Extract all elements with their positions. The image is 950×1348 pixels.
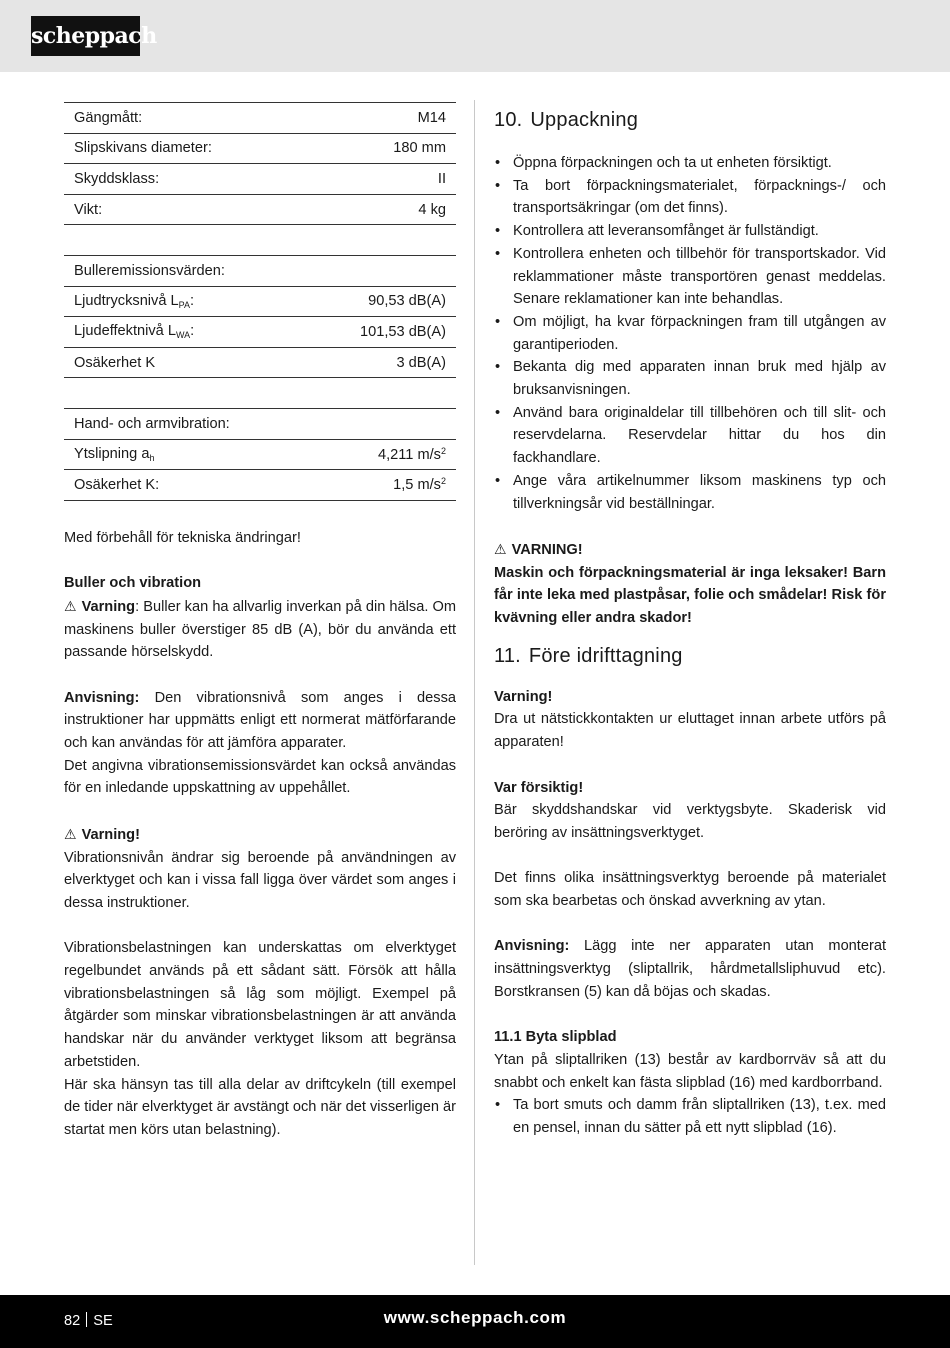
spec-value: 180 mm [299, 133, 456, 164]
spec-value: M14 [299, 103, 456, 134]
table-row [64, 164, 456, 195]
tools-text: Det finns olika insättningsverktyg beroende på materialet som ska bearbetas och önskad avverkning av ytan. [494, 870, 886, 910]
spec-value: 4 kg [299, 194, 456, 225]
packaging-warning-text: Maskin och förpackningsmaterial är inga leksaker! Barn får inte leka med plastpåsar, folie och smådelar! Risk för kvävning eller andra skador! [494, 564, 886, 627]
table-row-empty [64, 225, 456, 256]
spec-label: Vikt: [64, 194, 299, 225]
spec-label: Ljudeffektnivå $L_{WA}$: [64, 317, 299, 348]
warning-title: Varning! [494, 688, 553, 705]
list-item: • Bekanta dig med apparaten innan bruk med hjälp av bruksanvisningen. [494, 356, 886, 401]
noise-warning-paragraph: ⚠ Varning: Buller kan ha allvarlig inverkan på din hälsa. Om maskinens buller överstiger 85 dB (A), bör du använda ett passande hörselskydd. [64, 595, 456, 664]
spec-value: 101,53 dB(A) [299, 317, 456, 348]
page-header [0, 0, 950, 72]
warning-text: Dra ut nätstickkontakten ur eluttaget innan arbete utförs på apparaten! [494, 711, 886, 751]
table-row [64, 133, 456, 164]
list-item: • Öppna förpackningen och ta ut enheten försiktigt. [494, 152, 886, 175]
spec-label: Osäkerhet K [64, 347, 299, 378]
list-item: • Använd bara originaldelar till tillbehören och till slit- och reservdelarna. Reservdelar hittar du hos din fackhandlare. [494, 402, 886, 470]
warning-icon: ⚠ [64, 825, 77, 842]
vibration-load-text-2: Här ska hänsyn tas till alla delar av driftcykeln (till exempel de tider när elverktyget är avstängt och när det visserligen är startat men körs utan belastning). [64, 1076, 456, 1138]
spec-label: Gängmått: [64, 103, 299, 134]
caution-title: Var försiktig! [494, 779, 584, 796]
vibration-warning-title: ⚠ Varning! [64, 823, 456, 847]
section-11-1-text: Ytan på sliptallriken (13) består av kardborrväv så att du snabbt och enkelt kan fästa slipblad (16) med kardborrband. [494, 1051, 886, 1091]
spec-label: Slipskivans diameter: [64, 133, 299, 164]
table-row [64, 194, 456, 225]
vibration-warning-text: Vibrationsnivån ändrar sig beroende på användningen av elverktyget och kan i vissa fall ligga över värdet som anges i dessa instruktioner. [64, 849, 456, 911]
section-10-heading: 10. Uppackning [494, 109, 639, 131]
spec-value: 90,53 dB(A) [299, 286, 456, 317]
table-row-empty [64, 378, 456, 409]
warning-icon: ⚠ [64, 597, 77, 614]
vibration-heading: Hand- och armvibration: [64, 408, 456, 439]
unpacking-list [494, 152, 886, 515]
spec-value: 1,5 $m/s^2$ [299, 470, 456, 501]
spec-table [64, 102, 456, 501]
spec-label: Skyddsklass: [64, 164, 299, 195]
section-11-1-heading: 11.1 Byta slipblad [494, 1029, 617, 1046]
table-section-row [64, 408, 456, 439]
page-footer [0, 1295, 950, 1348]
website-link[interactable]: www.scheppach.com [383, 1308, 567, 1327]
spec-value: 3 dB(A) [299, 347, 456, 378]
section-11-heading: 11. Före idrifttagning [494, 644, 683, 667]
table-row [64, 470, 456, 501]
list-item: • Ta bort smuts och damm från sliptallriken (13), t.ex. med en pensel, innan du sätter på ett nytt slipblad (16). [494, 1094, 886, 1139]
reservation-text: Med förbehåll för tekniska ändringar! [64, 529, 301, 546]
table-section-row [64, 255, 456, 286]
scheppach-logo: scheppach [31, 16, 140, 56]
right-column [494, 102, 886, 1140]
caution-text: Bär skyddshandskar vid verktygsbyte. Skaderisk vid beröring av insättningsverktyget. [494, 802, 886, 841]
page-number: 82 SE [64, 1313, 113, 1329]
noise-heading: Bulleremissionsvärden: [64, 255, 456, 286]
spec-label: Ljudtrycksnivå $L_{PA}$: [64, 286, 299, 317]
sanding-list [494, 1094, 886, 1139]
spec-label: Ytslipning $a_h$ [64, 439, 299, 470]
table-row [64, 103, 456, 134]
list-item: • Kontrollera enheten och tillbehör för transportskador. Vid reklammationer måste transportören genast meddelas. Senare reklamationer kan inte behandlas. [494, 243, 886, 311]
list-item: • Ta bort förpackningsmaterialet, förpacknings-/ och transportsäkringar (om det finns). [494, 175, 886, 220]
spec-value: II [299, 164, 456, 195]
column-divider [474, 100, 475, 1265]
left-column [64, 102, 456, 1142]
list-item: • Om möjligt, ha kvar förpackningen fram till utgången av garantiperioden. [494, 311, 886, 356]
note-paragraph: Anvisning: Den vibrationsnivå som anges i dessa instruktioner har uppmätts enligt ett normerat mätförfarande och kan användas för att jämföra apparater. [64, 689, 456, 752]
table-row [64, 439, 456, 470]
note-paragraph: Anvisning: Lägg inte ner apparaten utan monterat insättningsverktyg (sliptallrik, hårdmetallsliphuvud etc). Borstkransen (5) kan då böjas och skadas. [494, 938, 886, 1000]
spec-label: Osäkerhet K: [64, 470, 299, 501]
note-paragraph-2: Det angivna vibrationsemissionsvärdet kan också användas för en inledande uppskattning av uppehållet. [64, 757, 456, 797]
table-row [64, 347, 456, 378]
table-row [64, 317, 456, 348]
spec-value: 4,211 $m/s^2$ [299, 439, 456, 470]
warning-icon: ⚠ [494, 540, 507, 557]
table-row [64, 286, 456, 317]
list-item: • Ange våra artikelnummer liksom maskinens typ och tillverkningsår vid beställningar. [494, 470, 886, 515]
packaging-warning-title: ⚠ VARNING! [494, 538, 886, 562]
noise-vibration-title: Buller och vibration [64, 575, 202, 592]
vibration-load-text: Vibrationsbelastningen kan underskattas om elverktyget regelbundet används på ett sådant sätt. Försök att hålla vibrationsbelastningen så låg som möjligt. Exempel på åtgärder som minskar vibrationsbelastningen är att använda handskar när du använder verktyget liksom att begränsa arbetstiden. [64, 940, 456, 1070]
list-item: • Kontrollera att leveransomfånget är fullständigt. [494, 220, 886, 243]
